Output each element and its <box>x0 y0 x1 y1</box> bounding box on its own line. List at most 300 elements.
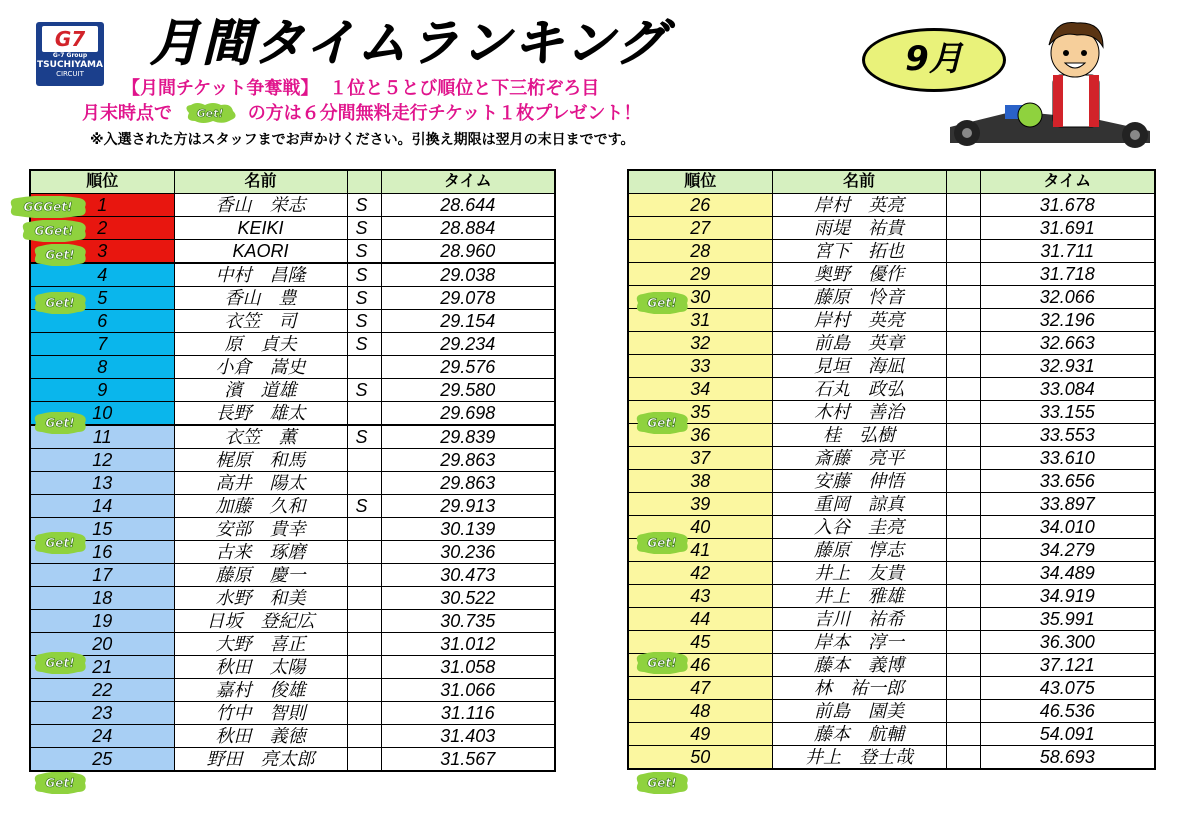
s-mark <box>946 263 980 286</box>
lap-time: 28.644 <box>381 194 555 217</box>
table-row <box>30 656 555 679</box>
lap-time: 30.473 <box>381 564 555 587</box>
circuit-logo <box>36 22 104 86</box>
table-row <box>30 472 555 495</box>
rank-pos: 17 <box>30 564 174 587</box>
rank-pos: 7 <box>30 333 174 356</box>
s-mark: S <box>347 425 381 449</box>
rank-pos: 26 <box>628 194 772 217</box>
table-row <box>628 585 1155 608</box>
get-badge <box>634 772 690 794</box>
s-mark <box>347 702 381 725</box>
driver-name: 濱 道雄 <box>174 379 347 402</box>
table-row <box>628 654 1155 677</box>
s-mark <box>347 656 381 679</box>
get-badge <box>634 412 690 434</box>
lap-time: 54.091 <box>980 723 1155 746</box>
lap-time: 34.489 <box>980 562 1155 585</box>
table-row <box>30 518 555 541</box>
driver-name: 奥野 優作 <box>772 263 946 286</box>
table-row <box>30 725 555 748</box>
s-mark <box>347 679 381 702</box>
lap-time: 33.553 <box>980 424 1155 447</box>
rank-pos: 41 <box>628 539 772 562</box>
lap-time: 31.116 <box>381 702 555 725</box>
campaign-line: 【月間チケット争奪戦】 １位と５とび順位と下三桁ぞろ目 <box>122 78 600 99</box>
lap-time: 36.300 <box>980 631 1155 654</box>
lap-time: 30.735 <box>381 610 555 633</box>
rank-pos: 2 <box>30 217 174 240</box>
rank-pos: 23 <box>30 702 174 725</box>
table-row <box>628 562 1155 585</box>
rank-pos: 50 <box>628 746 772 770</box>
lap-time: 31.691 <box>980 217 1155 240</box>
get-badge-text: Get! <box>45 416 75 430</box>
page-title: 月間タイムランキング <box>150 14 668 72</box>
rank-pos: 33 <box>628 355 772 378</box>
driver-name: 藤本 航輔 <box>772 723 946 746</box>
driver-name: KEIKI <box>174 217 347 240</box>
driver-name: 香山 栄志 <box>174 194 347 217</box>
table-row <box>30 541 555 564</box>
rank-pos: 22 <box>30 679 174 702</box>
lap-time: 29.863 <box>381 449 555 472</box>
rank-pos: 32 <box>628 332 772 355</box>
rank-pos: 13 <box>30 472 174 495</box>
table-row <box>30 495 555 518</box>
table-row <box>30 194 555 217</box>
rank-pos: 18 <box>30 587 174 610</box>
col-s <box>347 170 381 194</box>
table-row <box>30 748 555 772</box>
driver-name: KAORI <box>174 240 347 264</box>
rank-pos: 10 <box>30 402 174 426</box>
s-mark <box>946 355 980 378</box>
s-mark <box>946 424 980 447</box>
table-row <box>628 700 1155 723</box>
driver-name: 斎藤 亮平 <box>772 447 946 470</box>
lap-time: 33.084 <box>980 378 1155 401</box>
driver-name: 見垣 海凪 <box>772 355 946 378</box>
s-mark <box>946 677 980 700</box>
col-blank <box>946 170 980 194</box>
driver-name: 岸村 英亮 <box>772 194 946 217</box>
table-row <box>628 263 1155 286</box>
table-row <box>628 493 1155 516</box>
lap-time: 31.058 <box>381 656 555 679</box>
s-mark <box>347 587 381 610</box>
get-badge-text: GGGet! <box>23 200 73 214</box>
driver-name: 安藤 伸悟 <box>772 470 946 493</box>
s-mark: S <box>347 333 381 356</box>
s-mark <box>946 746 980 770</box>
lap-time: 30.522 <box>381 587 555 610</box>
driver-name: 井上 雅雄 <box>772 585 946 608</box>
rank-pos: 3 <box>30 240 174 264</box>
driver-name: 藤本 義博 <box>772 654 946 677</box>
rank-pos: 47 <box>628 677 772 700</box>
driver-name: 水野 和美 <box>174 587 347 610</box>
ranking-table-right <box>627 169 1156 770</box>
lap-time: 29.913 <box>381 495 555 518</box>
rank-pos: 34 <box>628 378 772 401</box>
lap-time: 29.698 <box>381 402 555 426</box>
rank-pos: 44 <box>628 608 772 631</box>
table-row <box>628 631 1155 654</box>
s-mark <box>946 723 980 746</box>
s-mark <box>347 518 381 541</box>
rank-pos: 25 <box>30 748 174 772</box>
get-badge-text: Get! <box>45 776 75 790</box>
rank-pos: 36 <box>628 424 772 447</box>
driver-name: 高井 陽太 <box>174 472 347 495</box>
lap-time: 30.139 <box>381 518 555 541</box>
s-mark <box>347 725 381 748</box>
s-mark <box>946 516 980 539</box>
table-row <box>628 355 1155 378</box>
rank-pos: 6 <box>30 310 174 333</box>
driver-name: 藤原 慶一 <box>174 564 347 587</box>
driver-name: 吉川 祐希 <box>772 608 946 631</box>
ranking-table-left <box>29 169 556 772</box>
table-row <box>30 702 555 725</box>
table-row <box>628 608 1155 631</box>
col-time: タイム <box>381 170 555 194</box>
s-mark <box>946 631 980 654</box>
lap-time: 31.066 <box>381 679 555 702</box>
logo-name: TSUCHIYAMA <box>37 60 103 70</box>
lap-time: 31.403 <box>381 725 555 748</box>
rank-pos: 21 <box>30 656 174 679</box>
s-mark <box>946 332 980 355</box>
table-row <box>30 402 555 426</box>
get-badge <box>32 412 88 434</box>
driver-name: 加藤 久和 <box>174 495 347 518</box>
lap-time: 30.236 <box>381 541 555 564</box>
rank-pos: 14 <box>30 495 174 518</box>
s-mark <box>347 402 381 426</box>
rank-pos: 35 <box>628 401 772 424</box>
table-row <box>30 610 555 633</box>
rank-pos: 4 <box>30 263 174 287</box>
driver-name: 衣笠 薫 <box>174 425 347 449</box>
svg-text:Get!: Get! <box>196 107 224 120</box>
table-row <box>30 587 555 610</box>
driver-name: 藤原 怜音 <box>772 286 946 309</box>
driver-name: 小倉 嵩史 <box>174 356 347 379</box>
driver-name: 竹中 智則 <box>174 702 347 725</box>
rank-pos: 27 <box>628 217 772 240</box>
lap-time: 29.863 <box>381 472 555 495</box>
rank-pos: 31 <box>628 309 772 332</box>
lap-time: 33.656 <box>980 470 1155 493</box>
s-mark <box>946 493 980 516</box>
driver-name: 井上 友貴 <box>772 562 946 585</box>
notice-line: ※入選された方はスタッフまでお声かけください。引換え期限は翌月の末日までです。 <box>90 132 635 148</box>
get-badge <box>32 244 88 266</box>
get-badge <box>634 532 690 554</box>
table-row <box>628 240 1155 263</box>
lap-time: 33.897 <box>980 493 1155 516</box>
driver-name: 井上 登士哉 <box>772 746 946 770</box>
table-row <box>30 240 555 264</box>
prize-line <box>82 103 641 125</box>
get-badge <box>8 196 88 218</box>
prize-line-pre: 月末時点で <box>82 103 172 124</box>
lap-time: 58.693 <box>980 746 1155 770</box>
lap-time: 31.567 <box>381 748 555 772</box>
s-mark <box>946 240 980 263</box>
table-row <box>628 516 1155 539</box>
s-mark <box>347 449 381 472</box>
lap-time: 32.931 <box>980 355 1155 378</box>
rank-pos: 12 <box>30 449 174 472</box>
col-name: 名前 <box>772 170 946 194</box>
lap-time: 46.536 <box>980 700 1155 723</box>
s-mark <box>347 356 381 379</box>
rank-pos: 38 <box>628 470 772 493</box>
rank-pos: 45 <box>628 631 772 654</box>
table-row <box>628 539 1155 562</box>
rank-pos: 49 <box>628 723 772 746</box>
rank-pos: 42 <box>628 562 772 585</box>
s-mark: S <box>347 263 381 287</box>
driver-name: 香山 豊 <box>174 287 347 310</box>
s-mark: S <box>347 310 381 333</box>
prize-line-post: の方は６分間無料走行チケット１枚プレゼント！ <box>247 103 642 124</box>
rank-pos: 1 <box>30 194 174 217</box>
driver-name: 衣笠 司 <box>174 310 347 333</box>
driver-name: 秋田 太陽 <box>174 656 347 679</box>
get-badge-text: Get! <box>647 536 677 550</box>
lap-time: 34.279 <box>980 539 1155 562</box>
col-pos: 順位 <box>628 170 772 194</box>
table-row <box>30 564 555 587</box>
lap-time: 31.678 <box>980 194 1155 217</box>
table-row <box>30 679 555 702</box>
driver-name: 木村 善治 <box>772 401 946 424</box>
logo-sub: CIRCUIT <box>56 70 84 78</box>
s-mark <box>347 564 381 587</box>
table-row <box>30 333 555 356</box>
driver-name: 嘉村 俊雄 <box>174 679 347 702</box>
lap-time: 28.884 <box>381 217 555 240</box>
rank-pos: 9 <box>30 379 174 402</box>
get-badge-text: Get! <box>647 776 677 790</box>
table-row <box>628 332 1155 355</box>
table-row <box>30 356 555 379</box>
s-mark <box>946 194 980 217</box>
lap-time: 29.576 <box>381 356 555 379</box>
driver-name: 古来 琢磨 <box>174 541 347 564</box>
s-mark <box>946 539 980 562</box>
table-row <box>628 401 1155 424</box>
s-mark <box>946 470 980 493</box>
table-row <box>628 447 1155 470</box>
s-mark: S <box>347 495 381 518</box>
lap-time: 31.718 <box>980 263 1155 286</box>
table-row <box>628 723 1155 746</box>
table-row <box>628 746 1155 770</box>
table-row <box>30 310 555 333</box>
table-row <box>30 633 555 656</box>
s-mark <box>946 217 980 240</box>
s-mark <box>946 608 980 631</box>
driver-name: 大野 喜正 <box>174 633 347 656</box>
get-badge-text: Get! <box>45 248 75 262</box>
lap-time: 32.066 <box>980 286 1155 309</box>
lap-time: 29.580 <box>381 379 555 402</box>
get-badge-text: Get! <box>45 536 75 550</box>
logo-group: G-7 Group <box>52 52 88 59</box>
lap-time: 35.991 <box>980 608 1155 631</box>
table-row <box>628 424 1155 447</box>
lap-time: 33.610 <box>980 447 1155 470</box>
driver-name: 長野 雄太 <box>174 402 347 426</box>
lap-time: 32.663 <box>980 332 1155 355</box>
rank-pos: 43 <box>628 585 772 608</box>
s-mark: S <box>347 217 381 240</box>
table-row <box>30 449 555 472</box>
kart-driver-illustration <box>945 15 1155 150</box>
driver-name: 藤原 惇志 <box>772 539 946 562</box>
s-mark: S <box>347 194 381 217</box>
lap-time: 29.038 <box>381 263 555 287</box>
s-mark <box>946 286 980 309</box>
s-mark <box>946 447 980 470</box>
s-mark <box>347 472 381 495</box>
driver-name: 桂 弘樹 <box>772 424 946 447</box>
lap-time: 29.154 <box>381 310 555 333</box>
get-badge-text: Get! <box>647 296 677 310</box>
s-mark <box>347 610 381 633</box>
s-mark <box>946 585 980 608</box>
s-mark: S <box>347 240 381 264</box>
rank-pos: 37 <box>628 447 772 470</box>
table-row <box>628 286 1155 309</box>
driver-name: 前島 園美 <box>772 700 946 723</box>
rank-pos: 29 <box>628 263 772 286</box>
s-mark: S <box>347 287 381 310</box>
lap-time: 43.075 <box>980 677 1155 700</box>
table-row <box>628 677 1155 700</box>
driver-name: 重岡 諒真 <box>772 493 946 516</box>
s-mark <box>946 700 980 723</box>
driver-name: 前島 英章 <box>772 332 946 355</box>
rank-pos: 39 <box>628 493 772 516</box>
rank-pos: 11 <box>30 425 174 449</box>
driver-name: 梶原 和馬 <box>174 449 347 472</box>
get-badge <box>32 772 88 794</box>
get-badge-text: Get! <box>647 656 677 670</box>
rank-pos: 5 <box>30 287 174 310</box>
get-badge-text: Get! <box>45 296 75 310</box>
driver-name: 石丸 政弘 <box>772 378 946 401</box>
table-row <box>628 378 1155 401</box>
rank-pos: 16 <box>30 541 174 564</box>
s-mark <box>946 654 980 677</box>
lap-time: 34.919 <box>980 585 1155 608</box>
driver-name: 岸本 淳一 <box>772 631 946 654</box>
lap-time: 34.010 <box>980 516 1155 539</box>
s-mark <box>946 562 980 585</box>
get-badge <box>634 652 690 674</box>
driver-name: 日坂 登紀広 <box>174 610 347 633</box>
s-mark <box>946 309 980 332</box>
get-badge <box>32 652 88 674</box>
driver-name: 秋田 義徳 <box>174 725 347 748</box>
rank-pos: 30 <box>628 286 772 309</box>
table-row <box>628 194 1155 217</box>
get-badge <box>20 220 88 242</box>
table-row <box>30 287 555 310</box>
lap-time: 29.839 <box>381 425 555 449</box>
driver-name: 雨堤 祐貴 <box>772 217 946 240</box>
rank-pos: 15 <box>30 518 174 541</box>
lap-time: 28.960 <box>381 240 555 264</box>
logo-mark: G7 <box>42 26 98 52</box>
driver-name: 林 祐一郎 <box>772 677 946 700</box>
rank-pos: 20 <box>30 633 174 656</box>
lap-time: 29.234 <box>381 333 555 356</box>
rank-pos: 40 <box>628 516 772 539</box>
s-mark <box>347 633 381 656</box>
s-mark <box>347 748 381 772</box>
table-row <box>628 309 1155 332</box>
driver-name: 岸村 英亮 <box>772 309 946 332</box>
get-badge-text: Get! <box>45 656 75 670</box>
driver-name: 野田 亮太郎 <box>174 748 347 772</box>
get-badge-text: GGet! <box>34 224 74 238</box>
get-badge-inline <box>183 103 237 123</box>
rank-pos: 28 <box>628 240 772 263</box>
driver-name: 宮下 拓也 <box>772 240 946 263</box>
table-row <box>30 379 555 402</box>
s-mark <box>946 378 980 401</box>
table-row <box>628 470 1155 493</box>
col-time: タイム <box>980 170 1155 194</box>
lap-time: 37.121 <box>980 654 1155 677</box>
lap-time: 32.196 <box>980 309 1155 332</box>
s-mark <box>347 541 381 564</box>
lap-time: 29.078 <box>381 287 555 310</box>
rank-pos: 48 <box>628 700 772 723</box>
lap-time: 31.012 <box>381 633 555 656</box>
get-badge-text: Get! <box>647 416 677 430</box>
col-name: 名前 <box>174 170 347 194</box>
table-row <box>30 425 555 449</box>
driver-name: 原 貞夫 <box>174 333 347 356</box>
s-mark: S <box>347 379 381 402</box>
driver-name: 中村 昌隆 <box>174 263 347 287</box>
col-pos: 順位 <box>30 170 174 194</box>
month-bubble: 9月 <box>862 28 1006 92</box>
table-row <box>628 217 1155 240</box>
get-badge <box>32 292 88 314</box>
table-row <box>30 263 555 287</box>
lap-time: 33.155 <box>980 401 1155 424</box>
rank-pos: 8 <box>30 356 174 379</box>
rank-pos: 46 <box>628 654 772 677</box>
driver-name: 安部 貴幸 <box>174 518 347 541</box>
driver-name: 入谷 圭亮 <box>772 516 946 539</box>
get-badge <box>634 292 690 314</box>
rank-pos: 19 <box>30 610 174 633</box>
s-mark <box>946 401 980 424</box>
table-row <box>30 217 555 240</box>
get-badge <box>32 532 88 554</box>
lap-time: 31.711 <box>980 240 1155 263</box>
